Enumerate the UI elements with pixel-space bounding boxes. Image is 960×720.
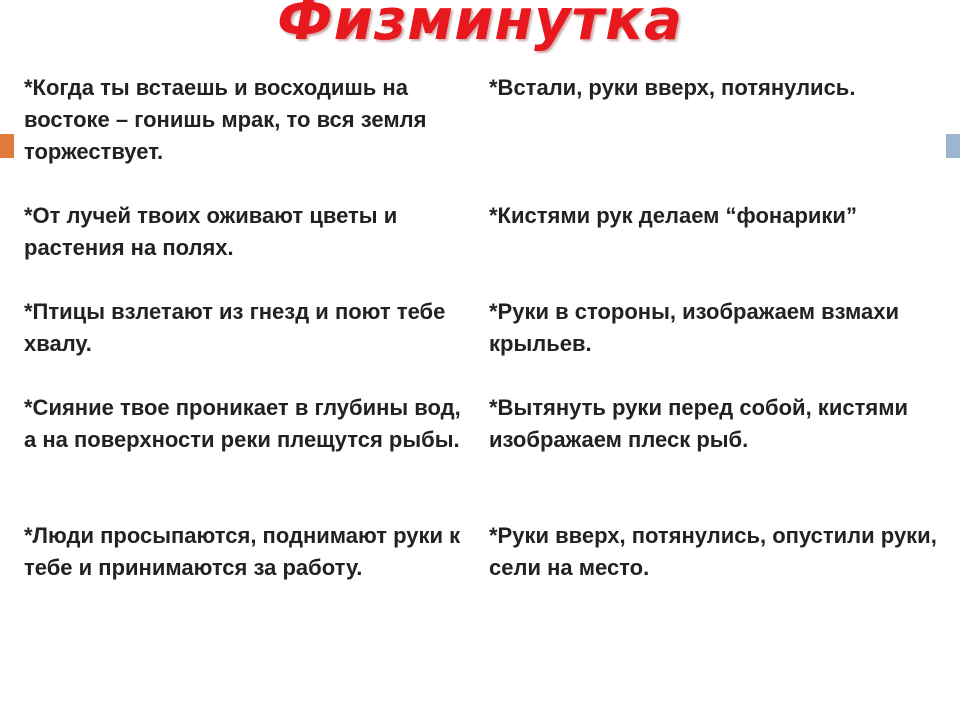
movement-line-5: *Руки вверх, потянулись, опустили руки, сели на место. — [489, 523, 937, 580]
right-edge-marker — [946, 134, 960, 158]
poem-line-4: *Сияние твое проникает в глубины вод, а на поверхности реки плещутся рыбы. — [24, 395, 461, 452]
poem-line-3: *Птицы взлетают из гнезд и поют тебе хвалу. — [24, 299, 446, 356]
slide-title: Физминутка — [277, 0, 683, 53]
left-edge-marker — [0, 134, 14, 158]
movement-line-2: *Кистями рук делаем “фонарики” — [489, 203, 857, 228]
movement-line-4: *Вытянуть руки перед собой, кистями изображаем плеск рыб. — [489, 395, 908, 452]
poem-line-1: *Когда ты встаешь и восходишь на востоке – гонишь мрак, то вся земля торжествует. — [24, 75, 427, 164]
poem-line-5: *Люди просыпаются, поднимают руки к тебе и принимаются за работу. — [24, 523, 461, 580]
movement-line-3: *Руки в стороны, изображаем взмахи крыльев. — [489, 299, 900, 356]
movement-line-1: *Встали, руки вверх, потянулись. — [489, 75, 856, 100]
poem-line-2: *От лучей твоих оживают цветы и растения на полях. — [24, 203, 398, 260]
